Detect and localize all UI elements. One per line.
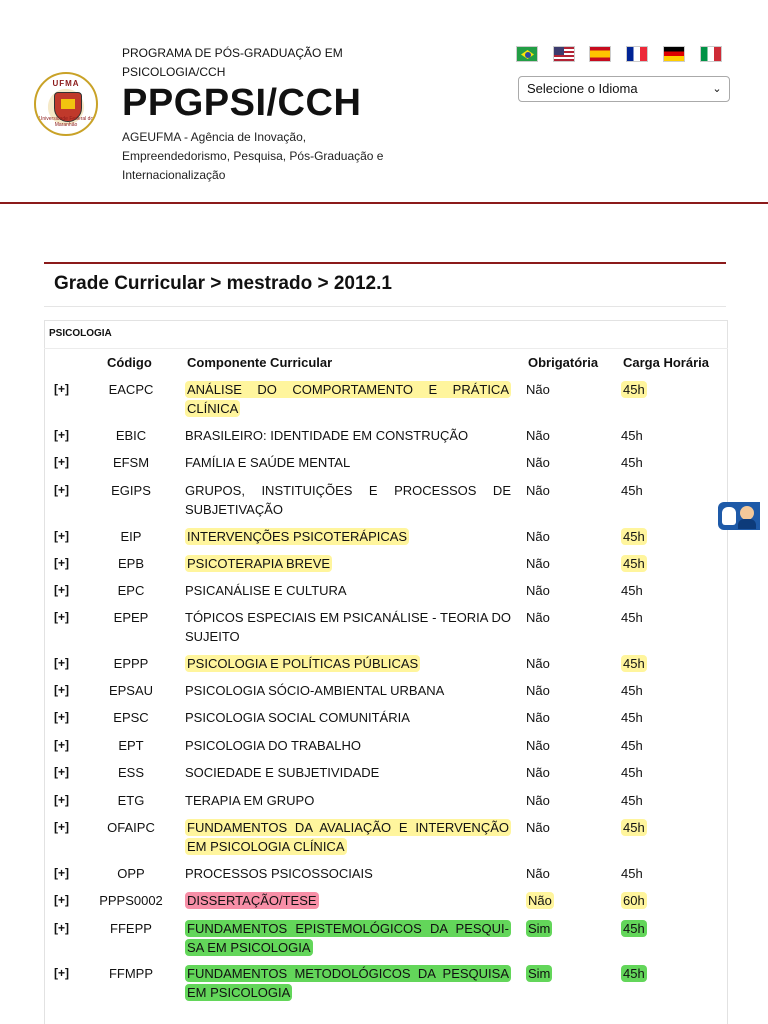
course-name — [185, 681, 511, 700]
header-required: Obrigatória — [528, 355, 599, 370]
course-name-text: TÓPICOS ESPECIAIS EM PSICANÁLISE - TEORIA DO SUJEITO — [185, 610, 511, 644]
course-name — [185, 654, 511, 673]
course-required — [526, 453, 560, 472]
course-hours — [621, 380, 657, 399]
course-code: EPSC — [113, 710, 149, 725]
course-name — [185, 818, 511, 856]
course-hours — [621, 708, 657, 727]
course-code: EPT — [118, 738, 144, 753]
expand-toggle[interactable]: [+] — [54, 738, 69, 752]
expand-toggle[interactable]: [+] — [54, 529, 69, 543]
site-header — [0, 0, 768, 204]
course-name-text: BRASILEIRO: IDENTIDADE EM CONSTRUÇÃO — [185, 428, 469, 443]
course-hours — [621, 818, 657, 837]
course-name — [185, 426, 511, 445]
course-code: FFMPP — [108, 966, 154, 981]
course-required — [526, 919, 560, 938]
course-hours — [621, 554, 657, 573]
course-name-text: PSICOLOGIA DO TRABALHO — [185, 738, 362, 753]
expand-toggle[interactable]: [+] — [54, 610, 69, 624]
course-name-text: PSICOLOGIA E POLÍTICAS PÚBLICAS — [187, 656, 419, 671]
course-code: EPB — [117, 556, 144, 571]
course-hours — [621, 453, 657, 472]
course-hours-text: 45h — [623, 556, 645, 571]
course-hours — [621, 527, 657, 546]
expand-toggle[interactable]: [+] — [54, 556, 69, 570]
logo-top-text: UFMA — [52, 79, 80, 88]
course-required-text: Sim — [528, 921, 551, 936]
course-name-text: DISSERTAÇÃO/TESE — [187, 893, 317, 908]
course-name — [185, 453, 511, 472]
expand-toggle[interactable]: [+] — [54, 710, 69, 724]
logo-ring-text: Universidade Federal do Maranhão — [38, 116, 94, 128]
course-hours-text: 45h — [621, 428, 643, 443]
course-name-text: PSICOLOGIA SOCIAL COMUNITÁRIA — [185, 710, 410, 725]
course-required-text: Não — [526, 765, 550, 780]
course-required-text: Não — [526, 738, 550, 753]
course-required-text: Não — [526, 610, 550, 625]
course-name-text: TERAPIA EM GRUPO — [185, 793, 315, 808]
course-name — [185, 791, 511, 810]
course-name — [185, 708, 511, 727]
course-code: EGIPS — [111, 483, 151, 498]
course-hours — [621, 654, 657, 673]
course-name-text: SOCIEDADE E SUBJETIVIDADE — [185, 765, 380, 780]
expand-toggle[interactable]: [+] — [54, 382, 69, 396]
course-required — [526, 791, 560, 810]
course-required — [526, 964, 560, 983]
header-hours: Carga Horária — [623, 355, 709, 370]
course-name — [185, 481, 511, 519]
course-hours — [621, 426, 657, 445]
header-code: Código — [107, 355, 152, 370]
expand-toggle[interactable]: [+] — [54, 765, 69, 779]
course-required — [526, 554, 560, 573]
area-label: PSICOLOGIA — [49, 328, 112, 339]
brazil-flag-icon[interactable] — [516, 46, 538, 62]
language-select[interactable] — [518, 76, 730, 102]
course-required — [526, 864, 560, 883]
course-hours-text: 45h — [623, 820, 645, 835]
program-name: PROGRAMA DE PÓS-GRADUAÇÃO EM PSICOLOGIA/CCH — [122, 46, 343, 79]
course-name — [185, 527, 511, 546]
course-name-text: FUNDAMENTOS EPISTEMOLÓGICOS DA PESQUI-SA EM PSICOLOGIA — [187, 921, 509, 955]
course-hours — [621, 791, 657, 810]
section-divider — [44, 262, 726, 264]
course-code: EACPC — [108, 382, 154, 397]
course-hours — [621, 608, 657, 627]
title-separator — [44, 306, 726, 307]
course-hours — [621, 481, 657, 500]
course-hours-text: 45h — [623, 529, 645, 544]
course-name — [185, 763, 511, 782]
course-required-text: Não — [526, 529, 550, 544]
course-hours-text: 45h — [621, 483, 643, 498]
course-required-text: Não — [526, 710, 550, 725]
expand-toggle[interactable]: [+] — [54, 428, 69, 442]
accessibility-button[interactable] — [718, 502, 760, 530]
course-code: ETG — [117, 793, 145, 808]
course-hours-text: 45h — [621, 738, 643, 753]
course-hours-text: 45h — [623, 656, 645, 671]
avatar-body-icon — [738, 519, 756, 529]
course-hours-text: 45h — [621, 866, 643, 881]
course-code: EPPP — [113, 656, 149, 671]
course-code: FFEPP — [110, 921, 152, 936]
course-hours — [621, 864, 657, 883]
course-required-text: Não — [528, 893, 552, 908]
expand-toggle[interactable]: [+] — [54, 656, 69, 670]
course-required-text: Não — [526, 428, 550, 443]
course-required-text: Não — [526, 683, 550, 698]
expand-toggle[interactable]: [+] — [54, 893, 69, 907]
course-required-text: Não — [526, 382, 550, 397]
course-hours — [621, 763, 657, 782]
course-name — [185, 919, 511, 957]
course-hours-text: 45h — [621, 610, 643, 625]
expand-toggle[interactable]: [+] — [54, 820, 69, 834]
course-required — [526, 380, 560, 399]
course-name-text: PSICANÁLISE E CULTURA — [185, 583, 347, 598]
course-required — [526, 426, 560, 445]
course-hours — [621, 581, 657, 600]
expand-toggle[interactable]: [+] — [54, 966, 69, 980]
course-hours — [621, 681, 657, 700]
course-required — [526, 708, 560, 727]
course-required-text: Sim — [528, 966, 551, 981]
course-name-text: PSICOLOGIA SÓCIO-AMBIENTAL URBANA — [185, 683, 445, 698]
course-required-text: Não — [526, 583, 550, 598]
course-required-text: Não — [526, 656, 550, 671]
course-required-text: Não — [526, 820, 550, 835]
page-title: Grade Curricular > mestrado > 2012.1 — [54, 273, 392, 294]
table-header-divider — [44, 348, 728, 349]
header-component: Componente Curricular — [187, 355, 333, 370]
language-select-value: Selecione o Idioma — [527, 81, 638, 96]
course-code: PPPS0002 — [99, 893, 163, 908]
course-hours-text: 45h — [623, 921, 645, 936]
expand-toggle[interactable]: [+] — [54, 483, 69, 497]
expand-toggle[interactable]: [+] — [54, 866, 69, 880]
usa-flag-icon[interactable] — [553, 46, 575, 62]
course-name — [185, 581, 511, 600]
course-hours-text: 60h — [623, 893, 645, 908]
course-required — [526, 581, 560, 600]
expand-toggle[interactable]: [+] — [54, 455, 69, 469]
course-hours-text: 45h — [621, 710, 643, 725]
course-code: OFAIPC — [107, 820, 155, 835]
course-required — [526, 527, 560, 546]
avatar-face-icon — [740, 506, 754, 520]
course-name — [185, 380, 511, 418]
course-code: ESS — [117, 765, 144, 780]
course-required-text: Não — [526, 556, 550, 571]
france-flag-icon[interactable] — [626, 46, 648, 62]
course-name — [185, 554, 511, 573]
course-required-text: Não — [526, 455, 550, 470]
course-hours-text: 45h — [621, 793, 643, 808]
site-title[interactable]: PPGPSI/CCH — [122, 82, 362, 124]
course-hours-text: 45h — [621, 765, 643, 780]
course-required-text: Não — [526, 793, 550, 808]
course-name — [185, 736, 511, 755]
course-hours — [621, 919, 657, 938]
course-name-text: PSICOTERAPIA BREVE — [187, 556, 331, 571]
expand-toggle[interactable]: [+] — [54, 921, 69, 935]
course-hours — [621, 891, 657, 910]
course-code: OPP — [117, 866, 145, 881]
course-hours-text: 45h — [623, 382, 645, 397]
course-required-text: Não — [526, 483, 550, 498]
course-required — [526, 681, 560, 700]
course-hours-text: 45h — [623, 966, 645, 981]
agency-name: AGEUFMA - Agência de Inovação, Empreendedorismo, Pesquisa, Pós-Graduação e Internacionalização — [122, 130, 384, 182]
course-name-text: INTERVENÇÕES PSICOTERÁPICAS — [187, 529, 408, 544]
chevron-down-icon: ⌄ — [712, 83, 722, 95]
course-hours-text: 45h — [621, 583, 643, 598]
ufma-logo[interactable] — [34, 72, 98, 136]
course-name — [185, 608, 511, 646]
course-required — [526, 654, 560, 673]
spain-flag-icon[interactable] — [589, 46, 611, 62]
course-name-text: FUNDAMENTOS METODOLÓGICOS DA PESQUISA EM PSICOLOGIA — [187, 966, 509, 1000]
italy-flag-icon[interactable] — [700, 46, 722, 62]
course-required-text: Não — [526, 866, 550, 881]
course-name — [185, 864, 511, 883]
course-name-text: FUNDAMENTOS DA AVALIAÇÃO E INTERVENÇÃO EM PSICOLOGIA CLÍNICA — [187, 820, 509, 854]
language-flags — [516, 46, 728, 64]
course-name-text: PROCESSOS PSICOSSOCIAIS — [185, 866, 373, 881]
course-name — [185, 964, 511, 1002]
course-code: EPC — [117, 583, 145, 598]
course-code: EPEP — [113, 610, 149, 625]
course-code: EIP — [120, 529, 142, 544]
course-hours-text: 45h — [621, 683, 643, 698]
course-required — [526, 608, 560, 627]
course-code: EPSAU — [108, 683, 154, 698]
course-code: EFSM — [112, 455, 150, 470]
course-required — [526, 763, 560, 782]
course-name-text: ANÁLISE DO COMPORTAMENTO E PRÁTICA CLÍNICA — [187, 382, 509, 416]
course-required — [526, 481, 560, 500]
expand-toggle[interactable]: [+] — [54, 683, 69, 697]
sign-language-hand-icon — [722, 507, 736, 525]
expand-toggle[interactable]: [+] — [54, 583, 69, 597]
course-name — [185, 891, 511, 910]
germany-flag-icon[interactable] — [663, 46, 685, 62]
course-code: EBIC — [115, 428, 147, 443]
course-hours — [621, 736, 657, 755]
expand-toggle[interactable]: [+] — [54, 793, 69, 807]
course-name-text: FAMÍLIA E SAÚDE MENTAL — [185, 455, 351, 470]
course-hours — [621, 964, 657, 983]
course-name-text: GRUPOS, INSTITUIÇÕES E PROCESSOS DE SUBJETIVAÇÃO — [185, 483, 511, 517]
course-required — [526, 891, 560, 910]
course-required — [526, 736, 560, 755]
course-required — [526, 818, 560, 837]
course-hours-text: 45h — [621, 455, 643, 470]
